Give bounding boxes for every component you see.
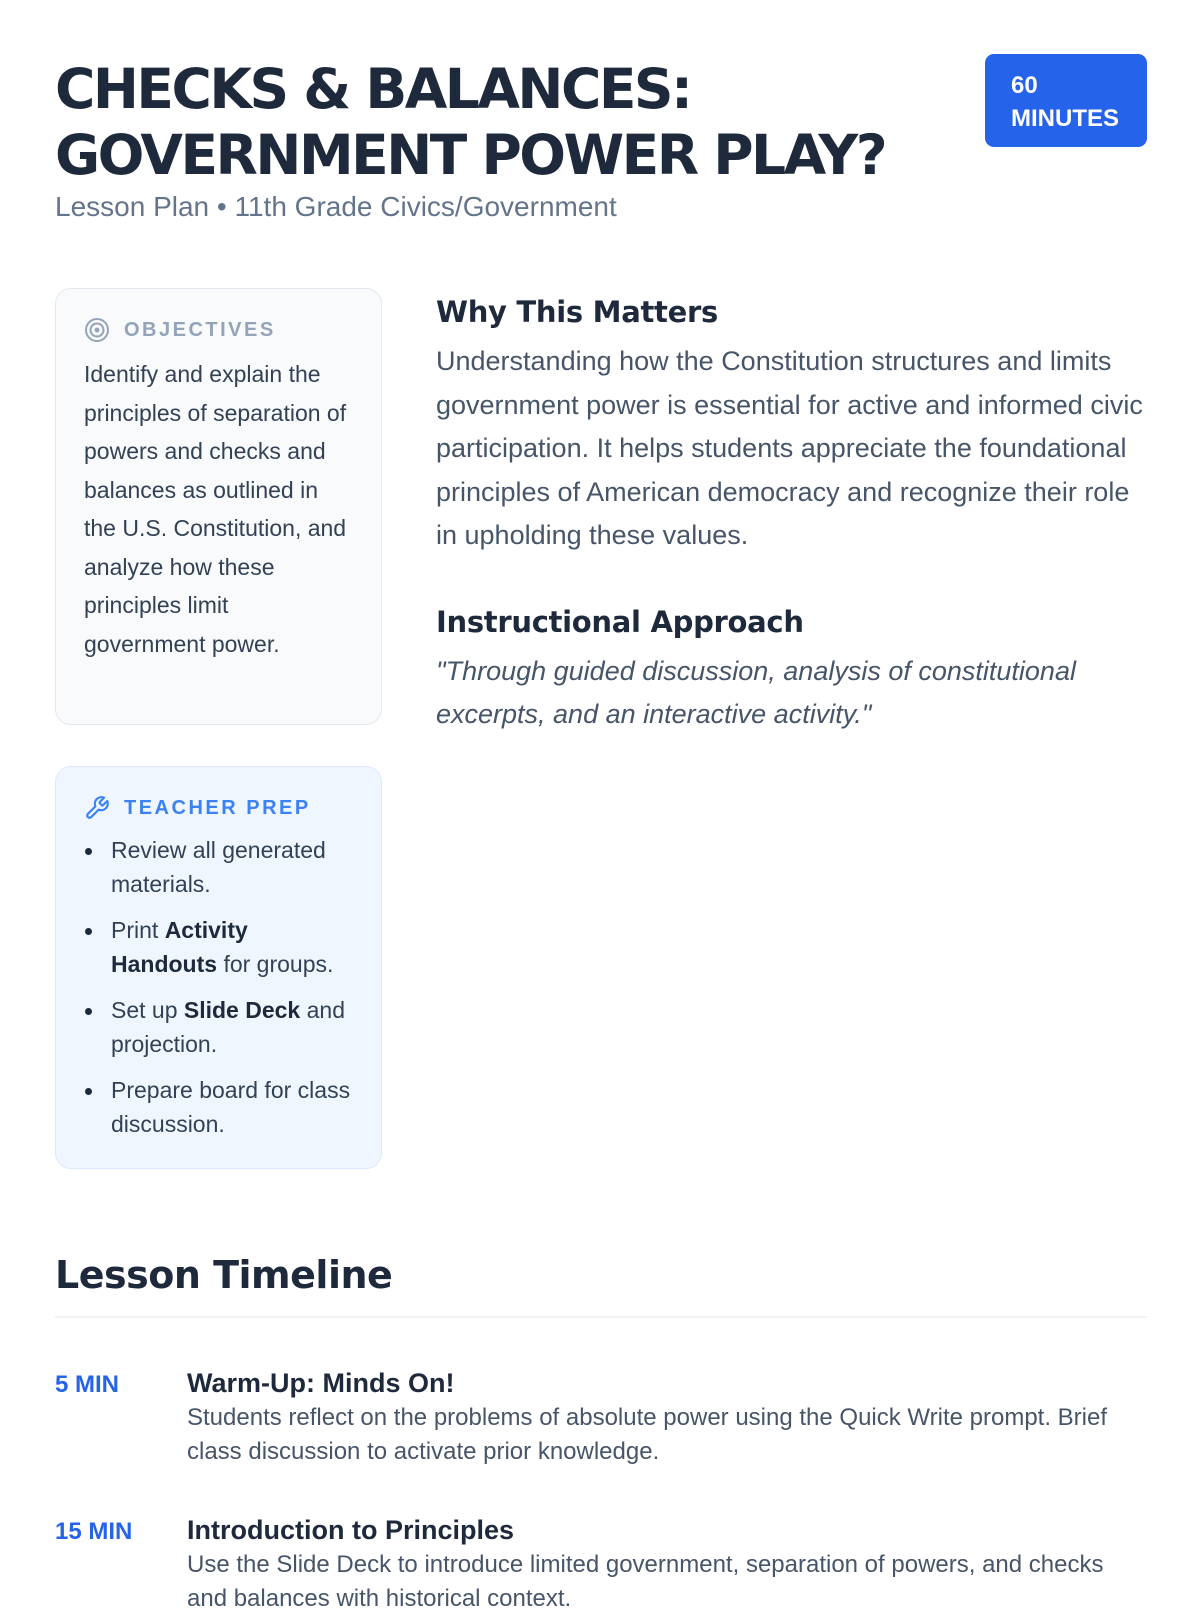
timeline-body xyxy=(187,1512,1147,1616)
timeline-title: Warm-Up: Minds On! xyxy=(187,1368,455,1398)
approach-quote: "Through guided discussion, analysis of constitutional excerpts, and an interactive activity." xyxy=(436,655,1076,729)
objectives-card xyxy=(55,288,382,725)
objectives-label: OBJECTIVES xyxy=(124,318,276,341)
timeline-title: Introduction to Principles xyxy=(187,1515,515,1545)
prep-item: Set up Slide Deck and projection. xyxy=(84,993,353,1061)
lesson-rationale xyxy=(436,284,1147,737)
timeline-duration: 5 MIN xyxy=(55,1371,120,1398)
timeline-description: Students reflect on the problems of absolute power using the Quick Write prompt. Brief class discussion to activate prior knowledge. xyxy=(187,1404,1108,1465)
teacher-prep-card-header xyxy=(84,793,353,823)
approach-heading: Instructional Approach xyxy=(436,604,804,639)
lesson-plan-page xyxy=(55,0,1147,1612)
prep-item: Review all generated materials. xyxy=(84,833,353,901)
timeline-body xyxy=(187,1365,1147,1469)
teacher-prep-list xyxy=(84,833,353,1141)
timeline-divider xyxy=(55,1316,1147,1318)
prep-item: Print Activity Handouts for groups. xyxy=(84,913,353,981)
lesson-header xyxy=(55,52,1147,232)
target-icon xyxy=(84,317,110,343)
prep-item: Prepare board for class discussion. xyxy=(84,1073,353,1141)
teacher-prep-card xyxy=(55,766,382,1169)
why-heading: Why This Matters xyxy=(436,295,718,329)
timeline-heading: Lesson Timeline xyxy=(55,1253,393,1297)
objectives-card-header xyxy=(84,315,353,345)
page-subtitle: Lesson Plan • 11th Grade Civics/Government xyxy=(55,191,617,222)
page-title: CHECKS & BALANCES: GOVERNMENT POWER PLAY? xyxy=(55,57,886,187)
timeline-duration: 15 MIN xyxy=(55,1518,133,1545)
why-text: Understanding how the Constitution structures and limits government power is essential for active and informed civic participation. It helps students appreciate the foundational principles of American democracy and recognize their role in upholding these values. xyxy=(436,346,1143,550)
wrench-icon xyxy=(84,795,110,821)
timeline-description: Use the Slide Deck to introduce limited government, separation of powers, and checks and balances with historical context. xyxy=(187,1551,1104,1612)
teacher-prep-label: TEACHER PREP xyxy=(124,796,311,819)
objectives-text: Identify and explain the principles of separation of powers and checks and balances as outlined in the U.S. Constitution, and analyze how these principles limit government power. xyxy=(84,361,347,657)
duration-badge: 60 MINUTES xyxy=(985,54,1147,147)
